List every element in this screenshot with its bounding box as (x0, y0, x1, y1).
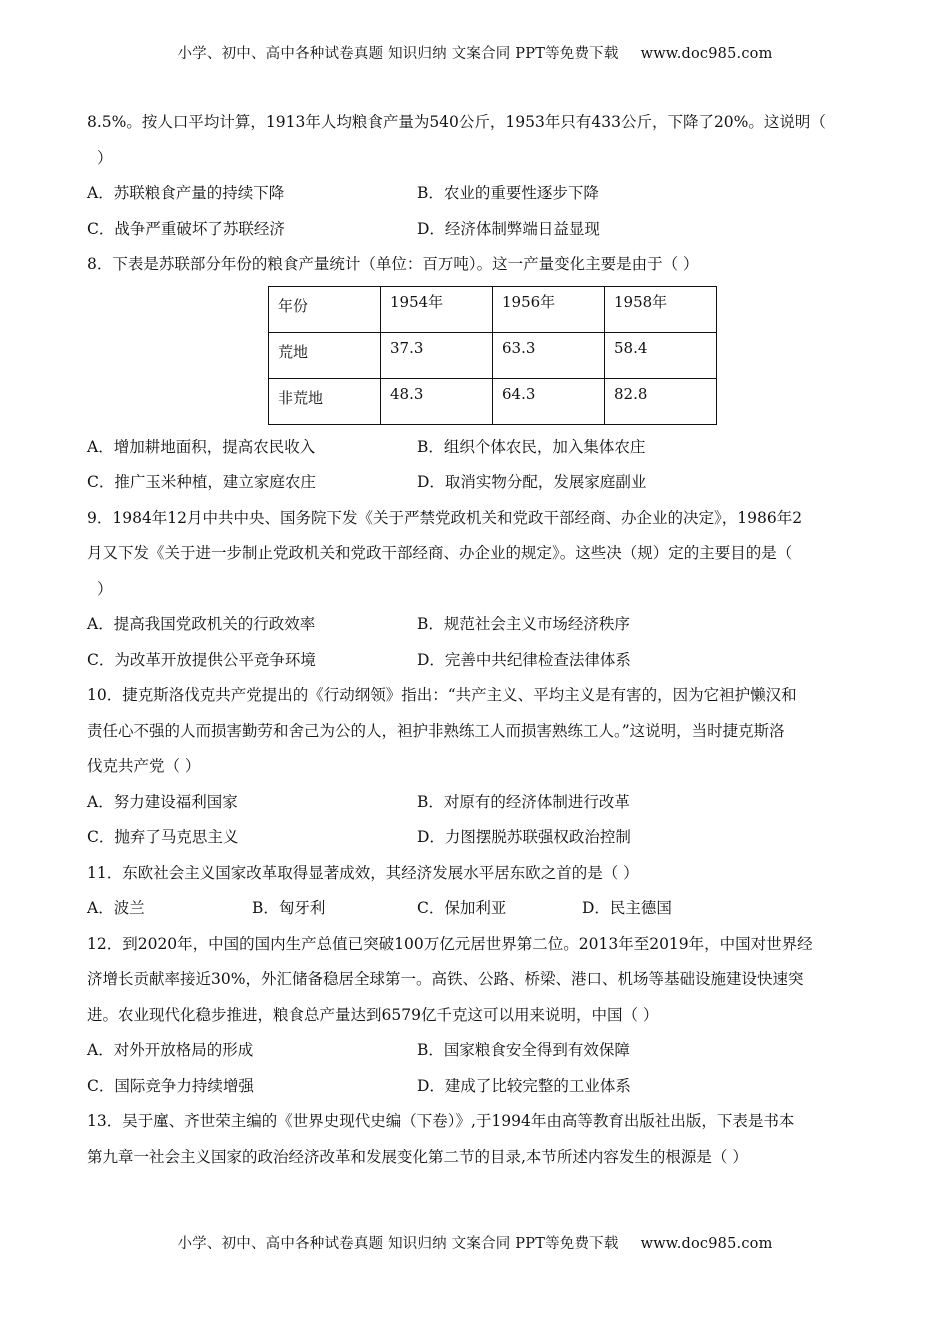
q9-options-row1 (87, 614, 862, 634)
q7-options-row2 (87, 219, 862, 239)
q11-option-a[interactable]: A．波兰 (87, 899, 145, 917)
q12-stem-line3: 进。农业现代化稳步推进，粮食总产量达到6579亿千克这可以用来说明，中国（ ） (87, 1005, 659, 1024)
page-footer (0, 1232, 950, 1253)
header-slogan: 小学、初中、高中各种试卷真题 知识归纳 文案合同 PPT等免费下载 (177, 46, 619, 62)
table-cell: 64.3 (493, 378, 605, 424)
q9-stem-line2: 月又下发《关于进一步制止党政机关和党政干部经商、办企业的规定》。这些决（规）定的主要目的是（ (87, 544, 793, 562)
q12-options-row2 (87, 1076, 862, 1096)
q9-stem-line3: ） (97, 579, 113, 598)
footer-url[interactable]: www.doc985.com (640, 1236, 773, 1252)
q8-stem: 8．下表是苏联部分年份的粮食产量统计（单位：百万吨）。这一产量变化主要是由于（ ） (87, 255, 699, 273)
q10-options-row1 (87, 792, 862, 812)
table-cell: 荒地 (269, 332, 381, 378)
footer-slogan: 小学、初中、高中各种试卷真题 知识归纳 文案合同 PPT等免费下载 (177, 1236, 619, 1252)
table-cell: 37.3 (381, 332, 493, 378)
q8-options-row2 (87, 472, 862, 492)
q11-stem: 11．东欧社会主义国家改革取得显著成效，其经济发展水平居东欧之首的是（ ） (87, 863, 639, 882)
q7-options-row1 (87, 183, 862, 203)
q10-stem-line3: 伐克共产党（ ） (87, 757, 201, 775)
table-cell: 63.3 (493, 332, 605, 378)
q9-option-c[interactable]: C．为改革开放提供公平竞争环境 (87, 650, 316, 669)
table-cell: 58.4 (605, 332, 717, 378)
q10-option-d[interactable]: D．力图摆脱苏联强权政治控制 (417, 828, 631, 846)
q9-option-b[interactable]: B．规范社会主义市场经济秩序 (417, 615, 630, 633)
q8-options-row1 (87, 437, 862, 457)
q7-option-b[interactable]: B．农业的重要性逐步下降 (417, 184, 599, 202)
q8-grain-table (268, 286, 717, 425)
q8-option-c[interactable]: C．推广玉米种植，建立家庭农庄 (87, 473, 316, 491)
table-cell: 82.8 (605, 378, 717, 424)
q12-option-b[interactable]: B．国家粮食安全得到有效保障 (417, 1041, 630, 1059)
q7-continuation-line2: ） (97, 148, 113, 167)
q12-options-row1 (87, 1040, 862, 1060)
table-cell: 非荒地 (269, 378, 381, 424)
exam-content (87, 112, 862, 1182)
q11-option-c[interactable]: C．保加利亚 (417, 899, 507, 917)
q12-option-a[interactable]: A．对外开放格局的形成 (87, 1041, 254, 1059)
q11-option-b[interactable]: B．匈牙利 (252, 899, 326, 917)
table-row (269, 286, 717, 332)
q11-options-row (87, 898, 862, 918)
q7-option-c[interactable]: C．战争严重破坏了苏联经济 (87, 219, 285, 238)
q12-option-c[interactable]: C．国际竞争力持续增强 (87, 1076, 254, 1095)
q10-option-a[interactable]: A．努力建设福利国家 (87, 792, 238, 811)
q10-option-c[interactable]: C．抛弃了马克思主义 (87, 828, 239, 846)
q10-stem-line2: 责任心不强的人而损害勤劳和舍己为公的人，袒护非熟练工人而损害熟练工人。”这说明，当时捷克斯洛 (87, 721, 785, 740)
table-cell: 48.3 (381, 378, 493, 424)
q8-option-b[interactable]: B．组织个体农民，加入集体农庄 (417, 437, 646, 456)
table-row (269, 378, 717, 424)
q12-option-d[interactable]: D．建成了比较完整的工业体系 (417, 1076, 631, 1095)
q13-stem-line2: 第九章一社会主义国家的政治经济改革和发展变化第二节的目录,本节所述内容发生的根源是（ ） (87, 1147, 748, 1166)
table-row (269, 332, 717, 378)
header-url[interactable]: www.doc985.com (640, 46, 773, 62)
q7-option-d[interactable]: D．经济体制弊端日益显现 (417, 219, 600, 238)
q7-option-a[interactable]: A．苏联粮食产量的持续下降 (87, 184, 285, 202)
page-header (0, 42, 950, 63)
table-cell: 年份 (269, 286, 381, 332)
q9-option-d[interactable]: D．完善中共纪律检查法律体系 (417, 650, 631, 669)
q10-option-b[interactable]: B．对原有的经济体制进行改革 (417, 792, 630, 811)
table-cell: 1956年 (493, 286, 605, 332)
q12-stem-line2: 济增长贡献率接近30%，外汇储备稳居全球第一。高铁、公路、桥梁、港口、机场等基础设施建设快速突 (87, 970, 804, 988)
table-cell: 1958年 (605, 286, 717, 332)
q9-option-a[interactable]: A．提高我国党政机关的行政效率 (87, 615, 316, 633)
table-cell: 1954年 (381, 286, 493, 332)
q10-options-row2 (87, 827, 862, 847)
q11-option-d[interactable]: D．民主德国 (582, 899, 672, 917)
q8-option-a[interactable]: A．增加耕地面积，提高农民收入 (87, 437, 316, 456)
q9-stem-line1: 9．1984年12月中共中央、国务院下发《关于严禁党政机关和党政干部经商、办企业的决定》，1986年2 (87, 508, 803, 527)
q9-options-row2 (87, 650, 862, 670)
q7-continuation-line1: 8.5%。按人口平均计算，1913年人均粮食产量为540公斤，1953年只有433公斤，下降了20%。这说明（ (87, 113, 826, 131)
q8-option-d[interactable]: D．取消实物分配，发展家庭副业 (417, 473, 647, 491)
q12-stem-line1: 12．到2020年，中国的国内生产总值已突破100万亿元居世界第二位。2013年至2019年，中国对世界经 (87, 934, 813, 953)
q10-stem-line1: 10．捷克斯洛伐克共产党提出的《行动纲领》指出：“共产主义、平均主义是有害的，因为它袒护懒汉和 (87, 686, 797, 704)
q13-stem-line1: 13．吴于廑、齐世荣主编的《世界史现代史编（下卷）》,于1994年由高等教育出版社出版，下表是书本 (87, 1112, 795, 1130)
